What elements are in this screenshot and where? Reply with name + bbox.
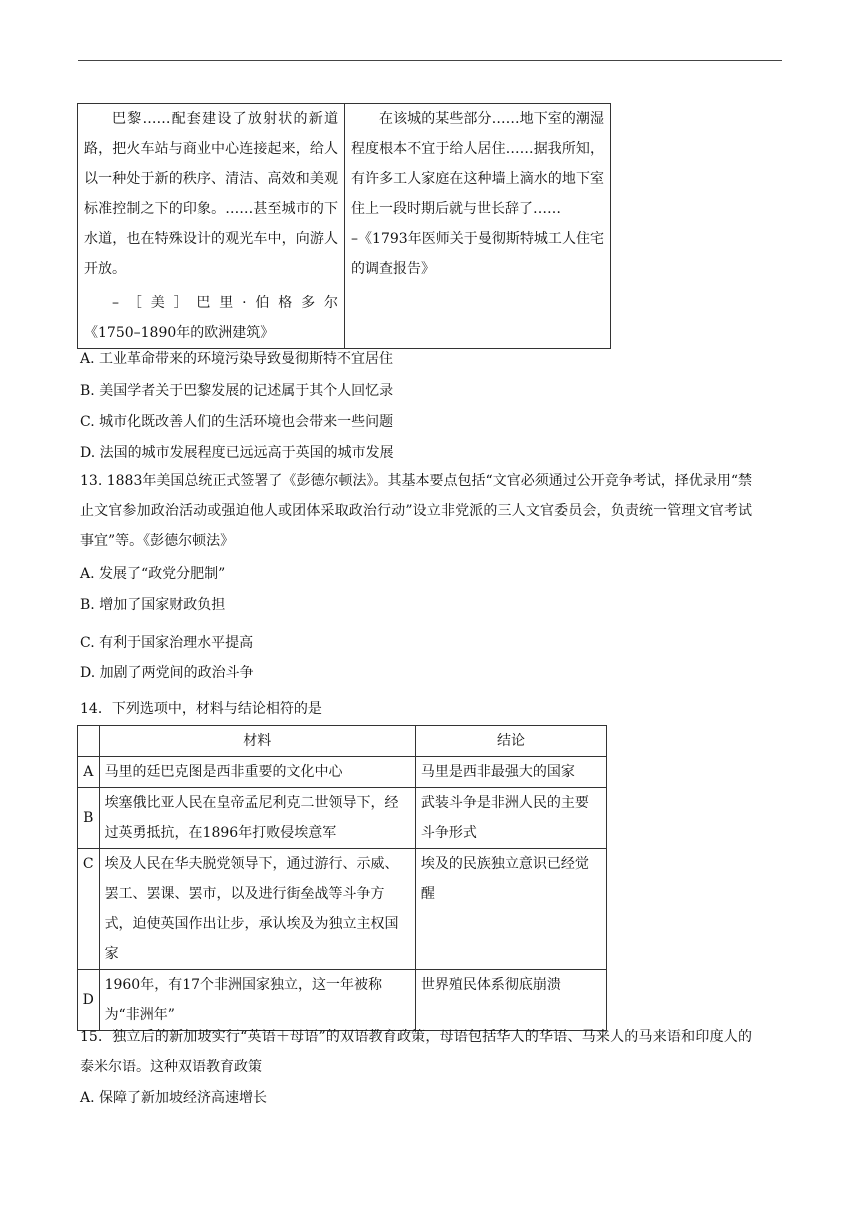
quote-left-book: 《1750–1890年的欧洲建筑》 bbox=[84, 325, 275, 341]
q14-row-material: 埃塞俄比亚人民在皇帝孟尼利克二世领导下，经过英勇抵抗，在1896年打败侵埃意军 bbox=[99, 788, 415, 849]
q12-option-a: A. 工业革命带来的环境污染导致曼彻斯特不宜居住 bbox=[80, 351, 394, 367]
q14-row-material: 埃及人民在华夫脱党领导下，通过游行、示威、罢工、罢课、罢市，以及进行街垒战等斗争方式，迫使英国作出让步，承认埃及为独立主权国家 bbox=[99, 849, 415, 970]
quote-left-cell bbox=[78, 104, 345, 349]
q14-row-conclusion: 武装斗争是非洲人民的主要斗争形式 bbox=[415, 788, 606, 849]
q13-option-c: C. 有利于国家治理水平提高 bbox=[80, 635, 254, 651]
quote-left-text: 巴黎……配套建设了放射状的新道路，把火车站与商业中心连接起来，给人以一种处于新的秩序、清洁、高效和美观标准控制之下的印象。……甚至城市的下水道，也在特殊设计的观光车中，向游人开放。 bbox=[84, 111, 338, 277]
q14-table-header bbox=[78, 726, 607, 757]
q12-option-b: B. 美国学者关于巴黎发展的记述属于其个人回忆录 bbox=[80, 383, 394, 399]
q13-option-d: D. 加剧了两党间的政治斗争 bbox=[80, 665, 254, 681]
q14-row-material: 1960年，有17个非洲国家独立，这一年被称为“非洲年” bbox=[99, 970, 415, 1031]
q14-header-conclusion: 结论 bbox=[415, 726, 606, 757]
q14-row-label: D bbox=[78, 970, 100, 1031]
q14-row-conclusion: 世界殖民体系彻底崩溃 bbox=[415, 970, 606, 1031]
q14-row-b bbox=[78, 788, 607, 849]
q14-row-label: C bbox=[78, 849, 100, 970]
quote-right-source: –《1793年医师关于曼彻斯特城工人住宅的调查报告》 bbox=[351, 231, 604, 277]
quote-left-author: –［美］巴里·伯格多尔 bbox=[112, 295, 338, 311]
q13-option-b: B. 增加了国家财政负担 bbox=[80, 597, 226, 613]
q14-row-conclusion: 马里是西非最强大的国家 bbox=[415, 757, 606, 788]
q13-option-a: A. 发展了“政党分肥制” bbox=[80, 566, 226, 582]
q14-table bbox=[77, 725, 607, 1031]
header-rule bbox=[78, 60, 782, 61]
q12-option-d: D. 法国的城市发展程度已远远高于英国的城市发展 bbox=[80, 445, 394, 461]
q14-stem: 14．下列选项中，材料与结论相符的是 bbox=[80, 701, 322, 717]
q15-stem: 15．独立后的新加坡实行“英语＋母语”的双语教育政策，母语包括华人的华语、马来人的马来语和印度人的泰米尔语。这种双语教育政策 bbox=[80, 1029, 752, 1075]
q14-row-label: A bbox=[78, 757, 100, 788]
q14-row-c bbox=[78, 849, 607, 970]
q13-stem: 13. 1883年美国总统正式签署了《彭德尔顿法》。其基本要点包括“文官必须通过公开竞争考试，择优录用“禁止文官参加政治活动或强迫他人或团体采取政治行动”设立非党派的三人文官委员会，负责统一管理文官考试事宜”等。《彭德尔顿法》 bbox=[80, 473, 752, 549]
q14-row-conclusion: 埃及的民族独立意识已经觉醒 bbox=[415, 849, 606, 970]
q14-row-material: 马里的廷巴克图是西非重要的文化中心 bbox=[99, 757, 415, 788]
q14-header-material: 材料 bbox=[99, 726, 415, 757]
quote-right-cell bbox=[345, 104, 611, 349]
q14-row-a bbox=[78, 757, 607, 788]
source-quote-table bbox=[77, 103, 611, 349]
q12-option-c: C. 城市化既改善人们的生活环境也会带来一些问题 bbox=[80, 414, 394, 430]
quote-right-text: 在该城的某些部分……地下室的潮湿程度根本不宜于给人居住……据我所知，有许多工人家庭在这种墙上滴水的地下室住上一段时期后就与世长辞了…… bbox=[351, 111, 604, 217]
q15-option-a: A. 保障了新加坡经济高速增长 bbox=[80, 1090, 268, 1106]
q14-row-label: B bbox=[78, 788, 100, 849]
